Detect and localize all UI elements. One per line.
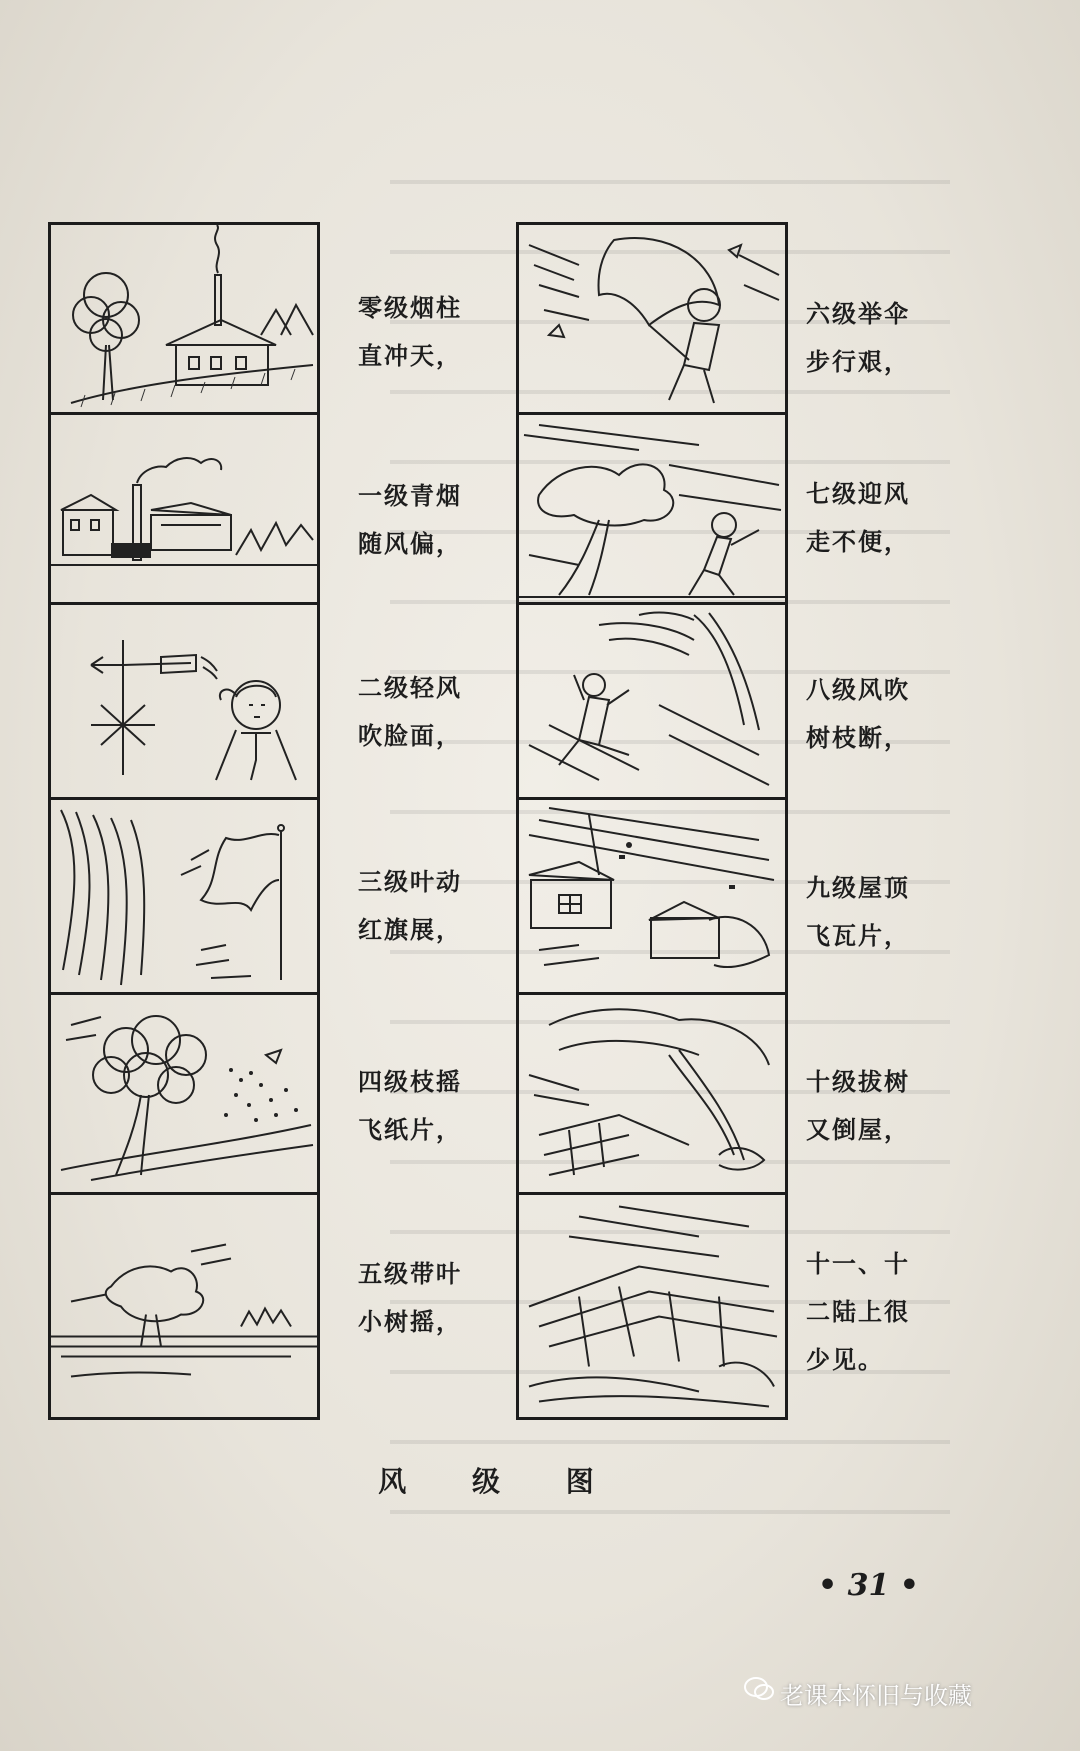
wechat-icon (744, 1676, 774, 1702)
storm-wreckage-icon (519, 1195, 785, 1417)
scene-level-3 (51, 800, 317, 995)
caption-level-1: 一级青烟 随风偏， (358, 481, 462, 558)
wind-scale-grid-left (48, 222, 320, 1420)
scene-level-7 (519, 415, 785, 605)
scene-level-8 (519, 605, 785, 800)
caption-level-8: 八级风吹 树枝断， (806, 675, 910, 752)
scene-level-11-12 (519, 1195, 785, 1417)
scene-level-1 (51, 415, 317, 605)
caption-level-4: 四级枝摇 飞纸片， (358, 1067, 462, 1144)
scene-level-4 (51, 995, 317, 1195)
watermark: 老课本怀旧与收藏 (780, 1683, 972, 1710)
caption-level-5: 五级带叶 小树摇， (358, 1259, 462, 1336)
tree-paper-flying-icon (51, 995, 317, 1192)
caption-level-11-12: 十一、十 二陆上很 少见。 (806, 1249, 910, 1374)
branches-breaking-icon (519, 605, 785, 797)
caption-level-6: 六级举伞 步行艰， (806, 299, 910, 376)
caption-level-10: 十级拔树 又倒屋， (806, 1067, 910, 1144)
willow-flag-icon (51, 800, 317, 992)
scene-level-0 (51, 225, 317, 415)
wind-vane-child-icon (51, 605, 317, 797)
page-number: • 31 • (818, 1568, 919, 1603)
roof-tiles-flying-icon (519, 800, 785, 992)
chimney-smoke-straight-icon (51, 225, 317, 412)
scene-level-9 (519, 800, 785, 995)
scene-level-2 (51, 605, 317, 800)
small-tree-swaying-icon (51, 1195, 317, 1417)
scene-level-5 (51, 1195, 317, 1417)
caption-level-0: 零级烟柱 直冲天， (358, 293, 462, 370)
walker-against-wind-icon (519, 415, 785, 602)
caption-level-9: 九级屋顶 飞瓦片， (806, 873, 910, 950)
caption-level-7: 七级迎风 走不便， (806, 479, 910, 556)
scene-level-10 (519, 995, 785, 1195)
factory-smoke-drift-icon (51, 415, 317, 602)
wind-scale-grid-right (516, 222, 788, 1420)
uprooted-tree-icon (519, 995, 785, 1192)
caption-level-2: 二级轻风 吹脸面， (358, 673, 462, 750)
scene-level-6 (519, 225, 785, 415)
figure-title: 风 级 图 (378, 1465, 622, 1498)
caption-level-3: 三级叶动 红旗展， (358, 867, 462, 944)
umbrella-walker-icon (519, 225, 785, 412)
